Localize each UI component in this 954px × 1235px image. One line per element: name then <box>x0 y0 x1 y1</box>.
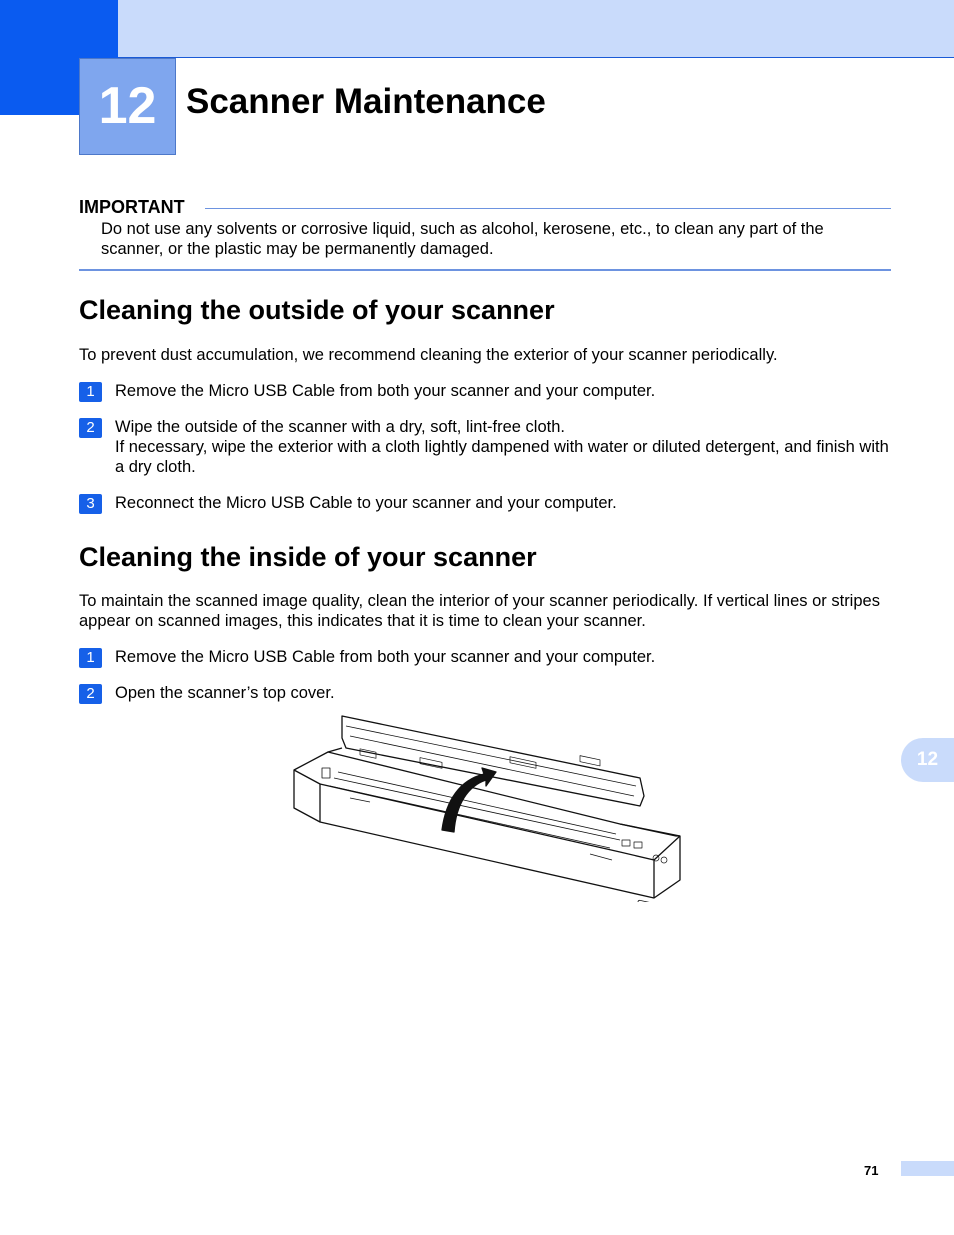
step-line: Open the scanner’s top cover. <box>115 684 335 702</box>
step-line: Remove the Micro USB Cable from both your scanner and your computer. <box>115 382 656 400</box>
scanner-illustration <box>290 712 684 902</box>
step-line: If necessary, wipe the exterior with a cloth lightly dampened with water or diluted detergent, and finish with a dry cloth. <box>115 438 889 476</box>
step-text <box>115 647 891 667</box>
step-line: Wipe the outside of the scanner with a dry, soft, lint-free cloth. <box>115 418 565 436</box>
step-number-badge: 1 <box>79 648 102 668</box>
header-band <box>0 0 954 58</box>
header-rule <box>118 57 954 58</box>
chapter-title: Scanner Maintenance <box>186 82 546 121</box>
chapter-number: 12 <box>79 58 176 155</box>
step-text <box>115 683 891 703</box>
step-number-badge: 1 <box>79 382 102 402</box>
section-heading-outside: Cleaning the outside of your scanner <box>79 295 555 325</box>
important-bottom-rule <box>79 269 891 271</box>
step-number-badge: 3 <box>79 494 102 514</box>
page-number-bar <box>901 1161 954 1176</box>
section-intro-outside: To prevent dust accumulation, we recommend cleaning the exterior of your scanner periodically. <box>79 346 778 364</box>
chapter-side-tab: 12 <box>901 738 954 782</box>
step-number-badge: 2 <box>79 418 102 438</box>
step-text <box>115 417 891 477</box>
step-line: Reconnect the Micro USB Cable to your scanner and your computer. <box>115 494 617 512</box>
important-label: IMPORTANT <box>79 197 185 217</box>
step-number-badge: 2 <box>79 684 102 704</box>
page-number: 71 <box>864 1163 879 1178</box>
section-intro-inside: To maintain the scanned image quality, clean the interior of your scanner periodically. If vertical lines or stripes appear on scanned images, this indicates that it is time to clean your scanner. <box>79 592 880 630</box>
step-line: Remove the Micro USB Cable from both your scanner and your computer. <box>115 648 656 666</box>
important-rule <box>205 208 891 209</box>
section-heading-inside: Cleaning the inside of your scanner <box>79 542 537 572</box>
step-text <box>115 493 891 513</box>
step-text <box>115 381 891 401</box>
important-text: Do not use any solvents or corrosive liquid, such as alcohol, kerosene, etc., to clean any part of the scanner, or the plastic may be permanently damaged. <box>101 220 824 258</box>
